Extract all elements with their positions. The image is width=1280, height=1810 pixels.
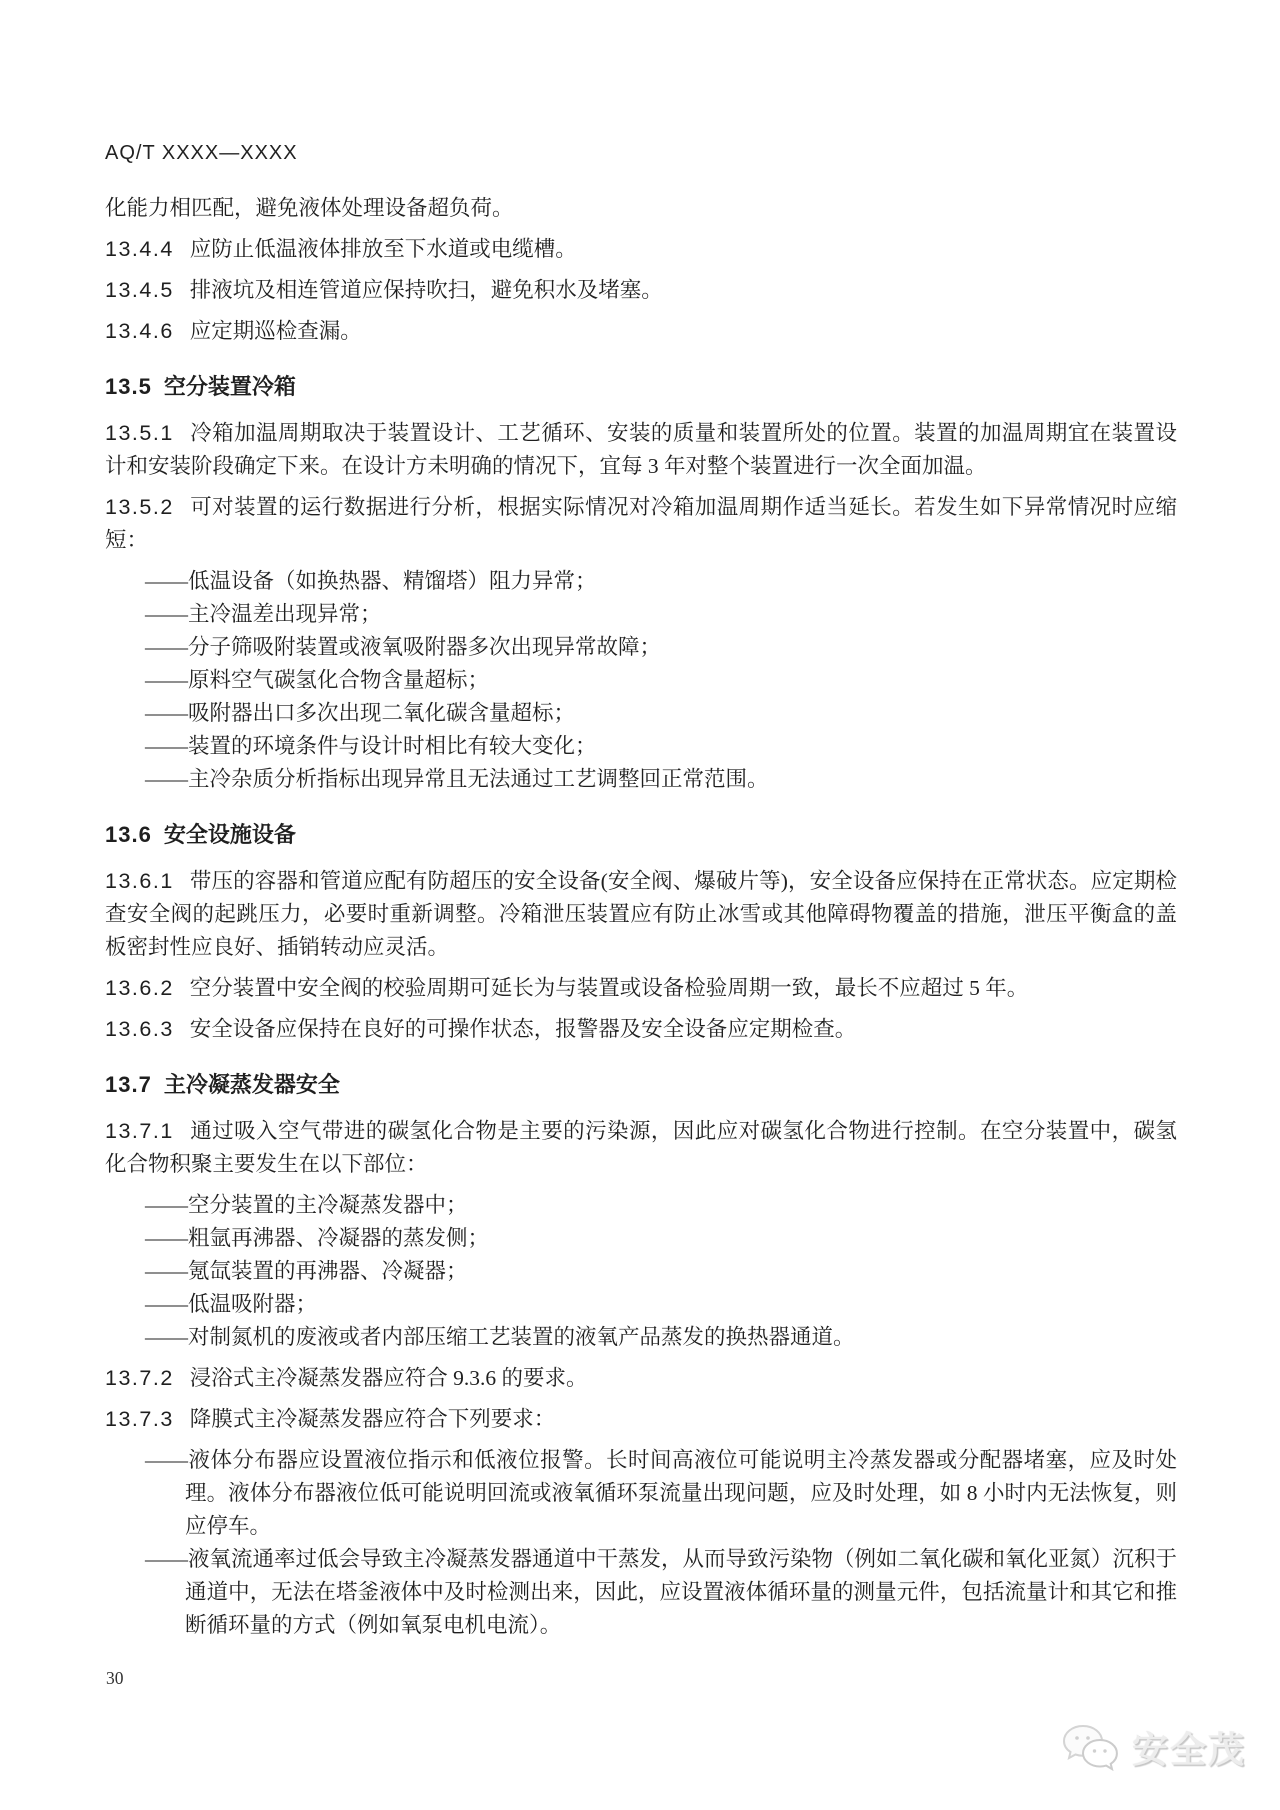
list-item <box>105 1288 1177 1321</box>
section-number: 13.5 <box>105 374 152 399</box>
list-item-text: ——氪氙装置的再沸器、冷凝器； <box>145 1259 468 1283</box>
clause-text: 应定期巡检查漏。 <box>189 319 362 343</box>
list-item <box>105 1222 1177 1255</box>
watermark-text: 安全茂 <box>1131 1729 1246 1770</box>
list-item-text: ——粗氩再沸器、冷凝器的蒸发侧； <box>145 1226 490 1250</box>
clause-number: 13.5.2 <box>105 495 174 519</box>
list-item-text: ——对制氮机的废液或者内部压缩工艺装置的液氧产品蒸发的换热器通道。 <box>145 1325 855 1349</box>
clause-13-7-1 <box>105 1115 1177 1181</box>
wechat-icon <box>1060 1723 1122 1773</box>
section-heading-13-5 <box>105 370 1177 403</box>
list-item-text: ——低温设备（如换热器、精馏塔）阻力异常； <box>145 569 597 593</box>
list-item <box>105 664 1177 697</box>
clause-text: 应防止低温液体排放至下水道或电缆槽。 <box>189 237 577 261</box>
list-item-text: ——液氧流通率过低会导致主冷凝蒸发器通道中干蒸发，从而导致污染物（例如二氧化碳和氧化亚氮）沉积于通道中，无法在塔釜液体中及时检测出来，因此，应设置液体循环量的测量元件，包括流量计和其它和推断循环量的方式（例如氧泵电机电流）。 <box>145 1547 1178 1637</box>
clause-text: 排液坑及相连管道应保持吹扫，避免积水及堵塞。 <box>189 278 663 302</box>
paragraph-text: 化能力相匹配，避免液体处理设备超负荷。 <box>105 196 514 220</box>
clause-13-5-1 <box>105 417 1177 483</box>
clause-number: 13.7.3 <box>105 1407 174 1431</box>
list-item <box>105 565 1177 598</box>
clause-number: 13.7.1 <box>105 1119 174 1143</box>
clause-13-6-2 <box>105 972 1177 1005</box>
clause-number: 13.6.2 <box>105 976 174 1000</box>
clause-13-6-1 <box>105 865 1177 964</box>
list-item <box>105 631 1177 664</box>
clause-13-5-2 <box>105 491 1177 557</box>
list-item-text: ——原料空气碳氢化合物含量超标； <box>145 668 490 692</box>
clause-number: 13.4.5 <box>105 278 174 302</box>
clause-13-7-2 <box>105 1362 1177 1395</box>
clause-text: 带压的容器和管道应配有防超压的安全设备(安全阀、爆破片等)，安全设备应保持在正常状态。应定期检查安全阀的起跳压力，必要时重新调整。冷箱泄压装置应有防止冰雪或其他障碍物覆盖的措施，泄压平衡盒的盖板密封性应良好、插销转动应灵活。 <box>105 869 1177 959</box>
list-item <box>105 1189 1177 1222</box>
clause-text: 降膜式主冷凝蒸发器应符合下列要求： <box>189 1407 556 1431</box>
clause-13-4-5 <box>105 274 1177 307</box>
section-title: 空分装置冷箱 <box>163 374 296 399</box>
list-item <box>105 697 1177 730</box>
clause-13-6-3 <box>105 1013 1177 1046</box>
section-title: 主冷凝蒸发器安全 <box>163 1072 340 1097</box>
clause-number: 13.6.1 <box>105 869 174 893</box>
list-item <box>105 763 1177 796</box>
clause-13-4-6 <box>105 315 1177 348</box>
list-item-text: ——主冷温差出现异常； <box>145 602 382 626</box>
document-header: AQ/T XXXX—XXXX <box>105 142 298 164</box>
list-item <box>105 1321 1177 1354</box>
list-item <box>105 598 1177 631</box>
list-item-text: ——分子筛吸附装置或液氧吸附器多次出现异常故障； <box>145 635 662 659</box>
watermark <box>1060 1722 1246 1773</box>
clause-text: 冷箱加温周期取决于装置设计、工艺循环、安装的质量和装置所处的位置。装置的加温周期宜在装置设计和安装阶段确定下来。在设计方未明确的情况下，宜每 3 年对整个装置进行一次全面加温。 <box>105 421 1177 478</box>
clause-number: 13.6.3 <box>105 1017 174 1041</box>
page-number: 30 <box>106 1668 124 1688</box>
clause-number: 13.5.1 <box>105 421 174 445</box>
list-item-text: ——装置的环境条件与设计时相比有较大变化； <box>145 734 597 758</box>
clause-number: 13.7.2 <box>105 1366 174 1390</box>
list-item-text: ——低温吸附器； <box>145 1292 318 1316</box>
list-item-text: ——主冷杂质分析指标出现异常且无法通过工艺调整回正常范围。 <box>145 767 769 791</box>
list-item-text: ——吸附器出口多次出现二氧化碳含量超标； <box>145 701 576 725</box>
clause-text: 浸浴式主冷凝蒸发器应符合 9.3.6 的要求。 <box>189 1366 588 1390</box>
document-content <box>105 140 1177 1642</box>
section-number: 13.6 <box>105 822 152 847</box>
section-number: 13.7 <box>105 1072 152 1097</box>
list-item-text: ——空分装置的主冷凝蒸发器中； <box>145 1193 468 1217</box>
list-item <box>105 1255 1177 1288</box>
clause-13-7-3 <box>105 1403 1177 1436</box>
clause-number: 13.4.4 <box>105 237 174 261</box>
clause-text: 通过吸入空气带进的碳氢化合物是主要的污染源，因此应对碳氢化合物进行控制。在空分装置中，碳氢化合物积聚主要发生在以下部位： <box>105 1119 1177 1176</box>
paragraph-continuation <box>105 192 1177 225</box>
section-heading-13-7 <box>105 1068 1177 1101</box>
section-title: 安全设施设备 <box>163 822 296 847</box>
clause-text: 安全设备应保持在良好的可操作状态，报警器及安全设备应定期检查。 <box>189 1017 857 1041</box>
clause-text: 可对装置的运行数据进行分析，根据实际情况对冷箱加温周期作适当延长。若发生如下异常情况时应缩短： <box>105 495 1177 552</box>
section-heading-13-6 <box>105 818 1177 851</box>
list-item-text: ——液体分布器应设置液位指示和低液位报警。长时间高液位可能说明主冷蒸发器或分配器堵塞，应及时处理。液体分布器液位低可能说明回流或液氧循环泵流量出现问题，应及时处理，如 8 小时内无法恢复，则应停车。 <box>145 1448 1177 1538</box>
clause-text: 空分装置中安全阀的校验周期可延长为与装置或设备检验周期一致，最长不应超过 5 年。 <box>189 976 1029 1000</box>
list-item <box>105 1444 1177 1543</box>
list-item <box>105 730 1177 763</box>
clause-13-4-4 <box>105 233 1177 266</box>
list-item <box>105 1543 1177 1642</box>
clause-number: 13.4.6 <box>105 319 174 343</box>
